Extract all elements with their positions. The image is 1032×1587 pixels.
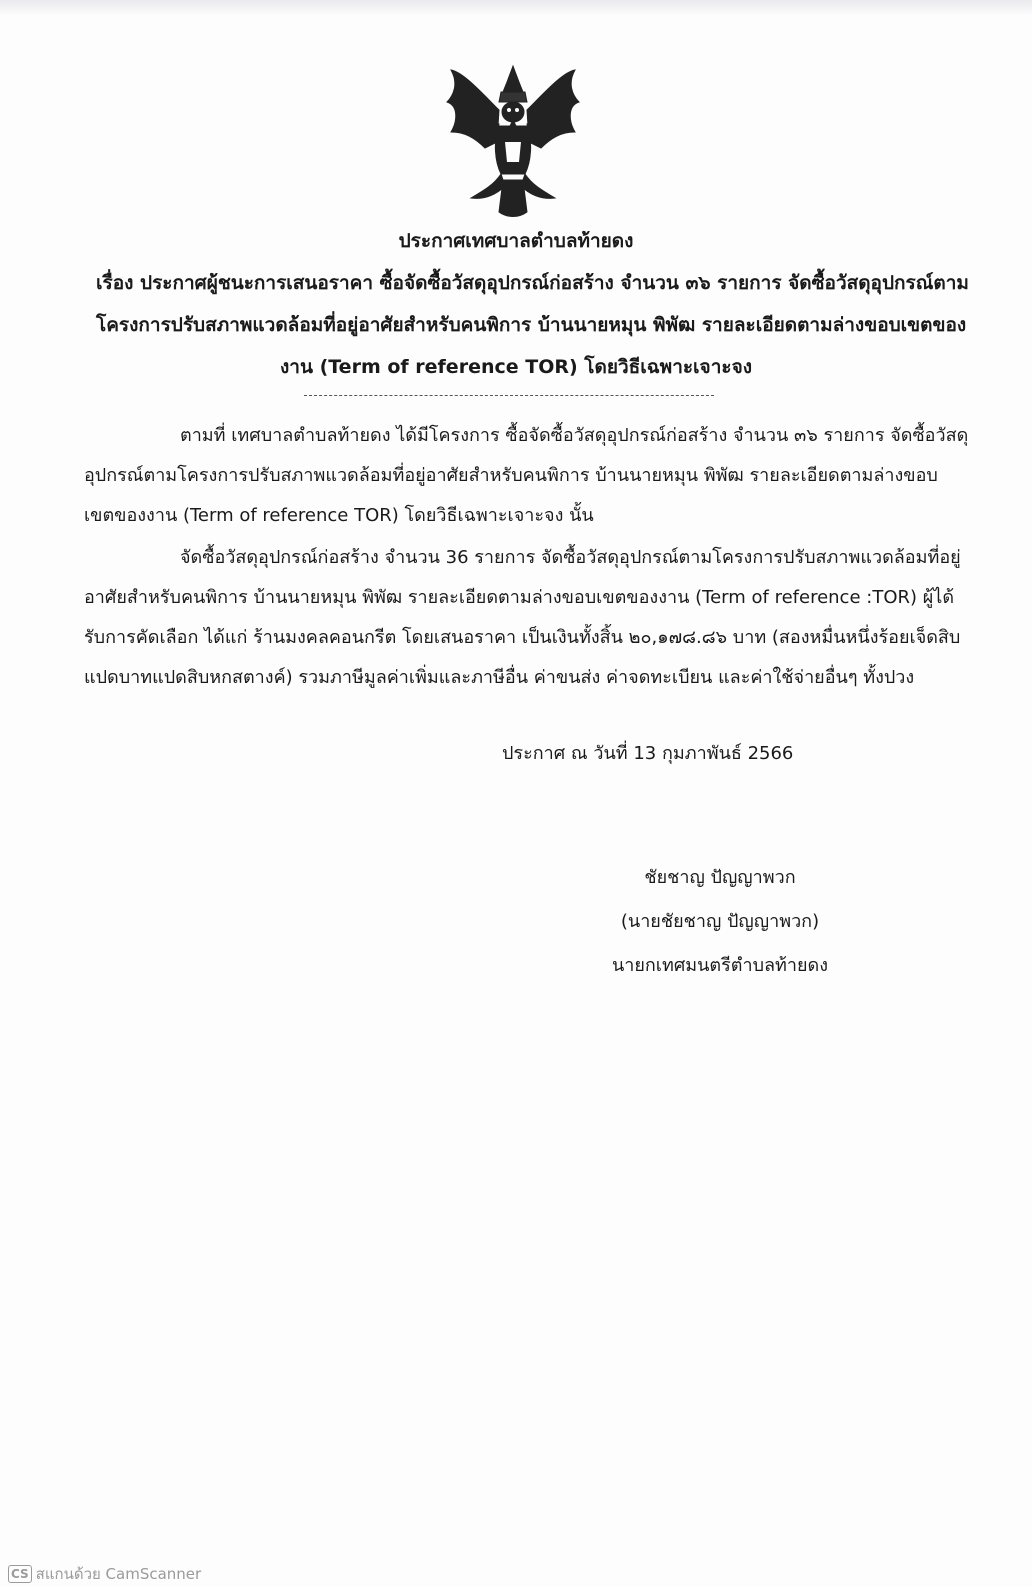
paragraph-line: จัดซื้อวัสดุอุปกรณ์ก่อสร้าง จำนวน 36 รายการ จัดซื้อวัสดุอุปกรณ์ตามโครงการปรับสภาพแวดล้อมที่อยู่	[180, 547, 961, 568]
announcement-date: ประกาศ ณ วันที่ 13 กุมภาพันธ์ 2566	[502, 743, 794, 764]
paragraph-line: เขตของงาน (Term of reference TOR) โดยวิธีเฉพาะเจาะจง นั้น	[84, 505, 594, 526]
body-paragraph-1	[84, 416, 969, 536]
paragraph-line: รับการคัดเลือก ได้แก่ ร้านมงคลคอนกรีต โดยเสนอราคา เป็นเงินทั้งสิ้น ๒๐,๑๗๘.๘๖ บาท (สองหมื่นหนึ่งร้อยเจ็ดสิบ	[84, 627, 961, 648]
paragraph-line: ตามที่ เทศบาลตำบลท้ายดง ได้มีโครงการ ซื้อจัดซื้อวัสดุอุปกรณ์ก่อสร้าง จำนวน ๓๖ รายการ จัดซื้อวัสดุ	[180, 425, 969, 446]
watermark-text: สแกนด้วย CamScanner	[35, 1565, 202, 1583]
signatory-full-name: (นายชัยชาญ ปัญญาพวก)	[620, 911, 820, 932]
garuda-emblem-icon	[441, 62, 585, 222]
subject-line: โครงการปรับสภาพแวดล้อมที่อยู่อาศัยสำหรับคนพิการ บ้านนายหมุน พิพัฒ รายละเอียดตามล่างขอบเขตของ	[96, 314, 967, 336]
subject-line: งาน (Term of reference TOR) โดยวิธีเฉพาะเจาะจง	[280, 356, 752, 378]
paragraph-line: อาศัยสำหรับคนพิการ บ้านนายหมุน พิพัฒ รายละเอียดตามล่างขอบเขตของงาน (Term of reference :TOR) ผู้ได้	[84, 587, 955, 608]
announcement-title: ประกาศเทศบาลตำบลท้ายดง	[398, 230, 634, 252]
announcement-subject	[96, 262, 969, 388]
subject-line: เรื่อง ประกาศผู้ชนะการเสนอราคา ซื้อจัดซื้อวัสดุอุปกรณ์ก่อสร้าง จำนวน ๓๖ รายการ จัดซื้อวัสดุอุปกรณ์ตาม	[96, 272, 969, 294]
signature-name: ชัยชาญ ปัญญาพวก	[644, 867, 796, 888]
paragraph-line: อุปกรณ์ตามโครงการปรับสภาพแวดล้อมที่อยู่อาศัยสำหรับคนพิการ บ้านนายหมุน พิพัฒ รายละเอียดตามล่างขอบ	[84, 465, 938, 486]
signature-block	[590, 856, 850, 988]
body-paragraph-2	[84, 538, 961, 698]
camscanner-logo-icon: CS	[8, 1565, 32, 1583]
dashed-divider	[304, 395, 714, 396]
camscanner-watermark	[8, 1562, 201, 1586]
paragraph-line: แปดบาทแปดสิบหกสตางค์) รวมภาษีมูลค่าเพิ่มและภาษีอื่น ค่าขนส่ง ค่าจดทะเบียน และค่าใช้จ่ายอื่นๆ ทั้งปวง	[84, 667, 915, 688]
scan-top-edge	[0, 0, 1032, 14]
signatory-position: นายกเทศมนตรีตำบลท้ายดง	[611, 955, 829, 976]
